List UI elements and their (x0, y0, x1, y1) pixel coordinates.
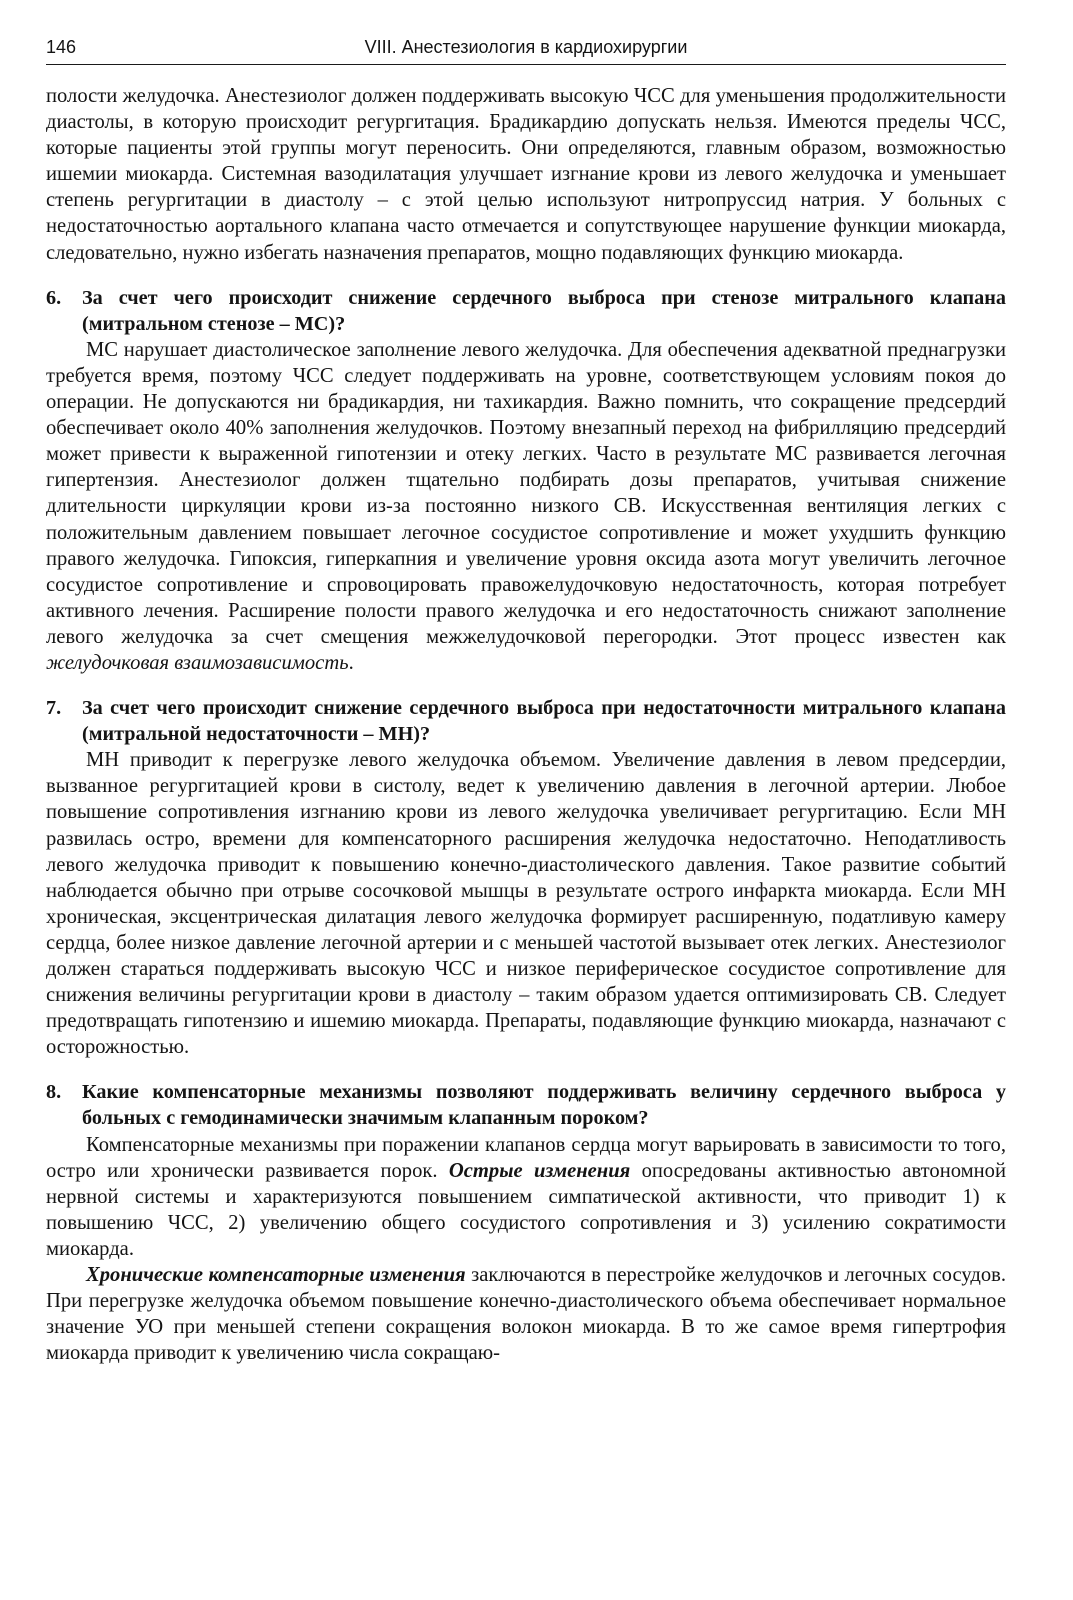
page-number: 146 (46, 37, 77, 57)
answer-7: МН приводит к перегрузке левого желудочка объемом. Увеличение давления в левом предсердии, вызванное регургитацией крови в систолу, ведет к увеличению давления в легочной артерии. Любое повышение сопротивления изгнанию крови из левого желудочка увеличивает регургитацию. Если МН развилась остро, времени для компенсаторного расширения желудочка недостаточно. Неподатливость левого желудочка приводит к повышению конечно-диастолического давления. Такое развитие событий наблюдается обычно при отрыве сосочковой мышцы в результате острого инфаркта миокарда. Если МН хроническая, эксцентрическая дилатация левого желудочка формирует расширенную, податливую камеру сердца, более низкое давление легочной артерии и с меньшей частотой вызывает отек легких. Анестезиолог должен стараться поддерживать высокую ЧСС и низкое периферическое сосудистое сопротивление для снижения величины регургитации крови в диастолу – таким образом удается оптимизировать СВ. Следует предотвращать гипотензию и ишемию миокарда. Препараты, подавляющие функцию миокарда, назначают с осторожностью. (46, 749, 1006, 1059)
question-7-number: 7. (46, 697, 62, 720)
answer-8-p1-term: Острые изменения (448, 1159, 631, 1182)
question-7-text: За счет чего происходит снижение сердечного выброса при недостаточности митрального клапана (митральной недостаточности – МН)? (82, 697, 1006, 746)
answer-8-p1-end: опосредованы активностью автономной нервной системы и характеризуются повышением симпатической активности, что приводит 1) к повышению ЧСС, 2) увеличению общего сосудистого сопротивления и 3) усилению сократимости миокарда. (46, 1159, 1006, 1260)
answer-6 (46, 337, 1006, 676)
answer-8-p2-term: Хронические компенсаторные изменения (86, 1264, 466, 1287)
question-6-number: 6. (46, 286, 62, 309)
question-8-number: 8. (46, 1081, 62, 1104)
answer-6-text: МС нарушает диастолическое заполнение левого желудочка. Для обеспечения адекватной преднагрузки требуется время, поэтому ЧСС следует поддерживать на уровне, соответствующем условиям покоя до операции. Не допускаются ни брадикардия, ни тахикардия. Важно помнить, что сокращение предсердий обеспечивает около 40% заполнения желудочков. Поэтому внезапный переход на фибрилляцию предсердий может привести к выраженной гипотензии и отеку легких. Часто в результате МС развивается легочная гипертензия. Анестезиолог должен тщательно подбирать дозы препаратов, учитывая снижение длительности циркуляции крови из-за постоянно низкого СВ. Искусственная вентиляция легких с положительным давлением повышает легочное сосудистое сопротивление и может ухудшить функцию правого желудочка. Гипоксия, гиперкапния и увеличение уровня оксида азота могут увеличить легочное сосудистое сопротивление и спровоцировать правожелудочковую недостаточность, которая потребует активного лечения. Расширение полости правого желудочка и его недостаточность снижают заполнение левого желудочка за счет смещения межжелудочковой перегородки. Этот процесс известен как (46, 338, 1006, 648)
page-body (46, 83, 1006, 1366)
question-6-text: За счет чего происходит снижение сердечного выброса при стенозе митрального клапана (митральном стенозе – МС)? (82, 286, 1006, 335)
answer-8-p2-end: заключаются в перестройке желудочков и легочных сосудов. При перегрузке желудочка объемом повышение конечно-диастолического объема обеспечивает нормальное значение УО при меньшей степени сокращения волокон миокарда. В то же самое время гипертрофия миокарда приводит к увеличению числа сокращаю- (46, 1264, 1006, 1365)
intro-paragraph: полости желудочка. Анестезиолог должен поддерживать высокую ЧСС для уменьшения продолжительности диастолы, в которую происходит регургитация. Брадикардию допускать нельзя. Имеются пределы ЧСС, которые пациенты этой группы могут переносить. Они определяются, главным образом, возможностью ишемии миокарда. Системная вазодилатация улучшает изгнание крови из левого желудочка и уменьшает степень регургитации в диастолу – с этой целью используют нитропруссид натрия. У больных с недостаточностью аортального клапана часто отмечается и сопутствующее нарушение функции миокарда, следовательно, нужно избегать назначения препаратов, мощно подавляющих функцию миокарда. (46, 85, 1006, 264)
book-page (46, 34, 1006, 1366)
question-8-text: Какие компенсаторные механизмы позволяют поддерживать величину сердечного выброса у больных с гемодинамически значимым клапанным пороком? (82, 1081, 1006, 1130)
answer-6-term: желудочковая взаимозависимость (46, 651, 349, 674)
question-6 (46, 285, 1006, 337)
answer-6-end: . (348, 651, 354, 674)
section-title: VIII. Анестезиология в кардиохирургии (364, 37, 688, 57)
answer-8-p1-start: Компенсаторные механизмы при поражении клапанов сердца могут варьировать в зависимости то того, остро или хронически развивается порок. (46, 1133, 1006, 1182)
running-header (46, 34, 1006, 65)
question-8 (46, 1079, 1006, 1131)
answer-8-paragraph-2 (46, 1262, 1006, 1366)
question-7 (46, 695, 1006, 747)
answer-8-paragraph-1 (46, 1132, 1006, 1262)
